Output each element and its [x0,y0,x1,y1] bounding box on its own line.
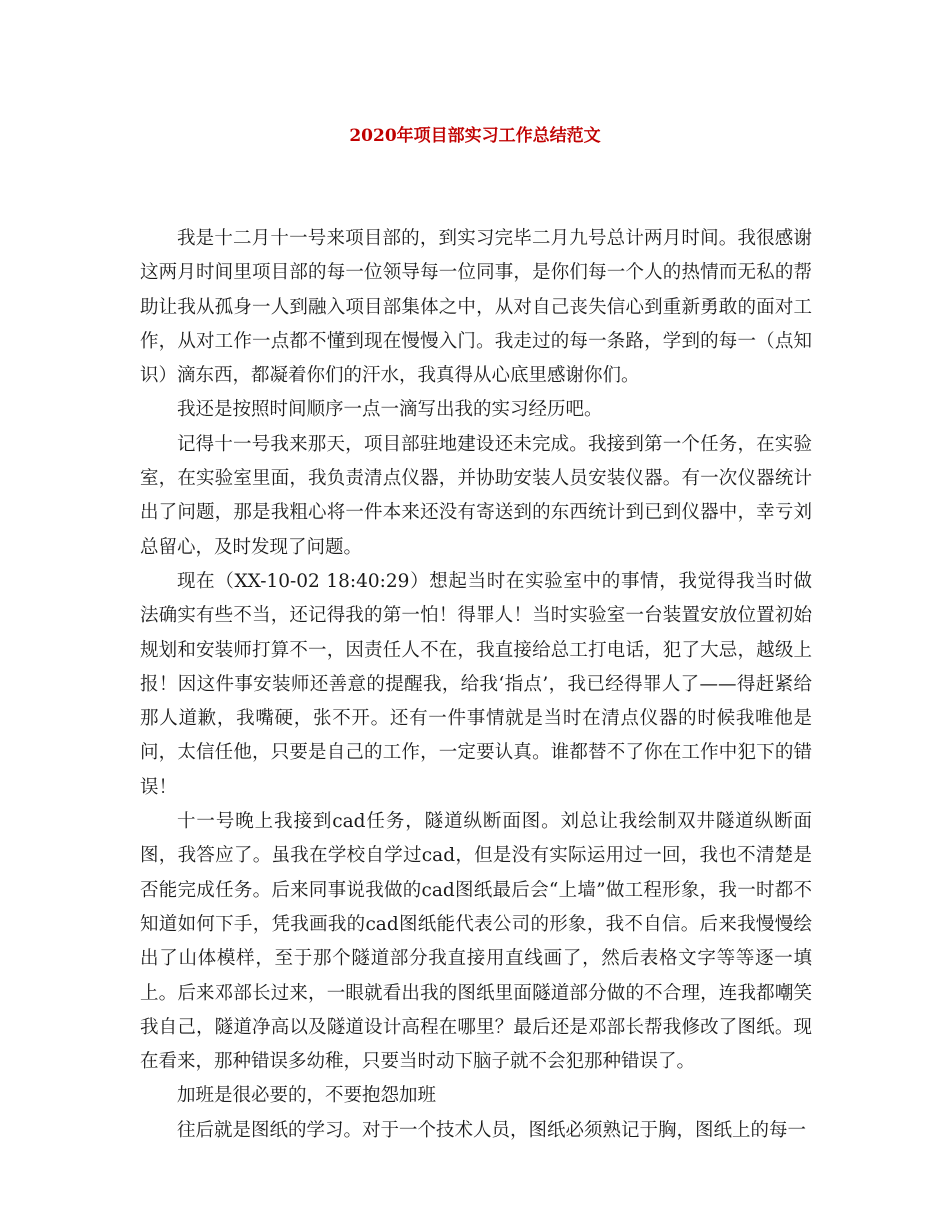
document-title: 2020年项目部实习工作总结范文 [349,126,601,146]
paragraph: 现在（XX-10-02 18:40:29）想起当时在实验室中的事情，我觉得我当时做法确实有些不当，还记得我的第一怕！得罪人！当时实验室一台装置安放位置初始规划和安装师打算不一，因责任人不在，我直接给总工打电话，犯了大忌，越级上报！因这件事安装师还善意的提醒我，给我‘指点’，我已经得罪人了——得赶紧给那人道歉，我嘴硬，张不开。还有一件事情就是当时在清点仪器的时候我唯他是问，太信任他，只要是自己的工作，一定要认真。谁都替不了你在工作中犯下的错误！ [140,570,812,798]
paragraph: 我是十二月十一号来项目部的，到实习完毕二月九号总计两月时间。我很感谢这两月时间里项目部的每一位领导每一位同事，是你们每一个人的热情而无私的帮助让我从孤身一人到融入项目部集体之中，从对自己丧失信心到重新勇敢的面对工作，从对工作一点都不懂到现在慢慢入门。我走过的每一条路，学到的每一（点知识）滴东西，都凝着你们的汗水，我真得从心底里感谢你们。 [140,228,812,387]
paragraph: 记得十一号我来那天，项目部驻地建设还未完成。我接到第一个任务，在实验室，在实验室里面，我负责清点仪器，并协助安装人员安装仪器。有一次仪器统计出了问题，那是我粗心将一件本来还没有寄送到的东西统计到已到仪器中，幸亏刘总留心，及时发现了问题。 [140,433,812,558]
document-body [140,222,812,1148]
paragraph: 我还是按照时间顺序一点一滴写出我的实习经历吧。 [177,399,603,421]
paragraph: 加班是很必要的，不要抱怨加班 [177,1085,437,1107]
paragraph: 十一号晚上我接到cad任务，隧道纵断面图。刘总让我绘制双井隧道纵断面图，我答应了。虽我在学校自学过cad，但是没有实际运用过一回，我也不清楚是否能完成任务。后来同事说我做的cad图纸最后会“上墙”做工程形象，我一时都不知道如何下手，凭我画我的cad图纸能代表公司的形象，我不自信。后来我慢慢绘出了山体模样，至于那个隧道部分我直接用直线画了，然后表格文字等等逐一填上。后来邓部长过来，一眼就看出我的图纸里面隧道部分做的不合理，连我都嘲笑我自己，隧道净高以及隧道设计高程在哪里？最后还是邓部长帮我修改了图纸。现在看来，那种错误多幼稚，只要当时动下脑子就不会犯那种错误了。 [140,811,812,1073]
paragraph: 往后就是图纸的学习。对于一个技术人员，图纸必须熟记于胸，图纸上的每一 [177,1119,807,1141]
